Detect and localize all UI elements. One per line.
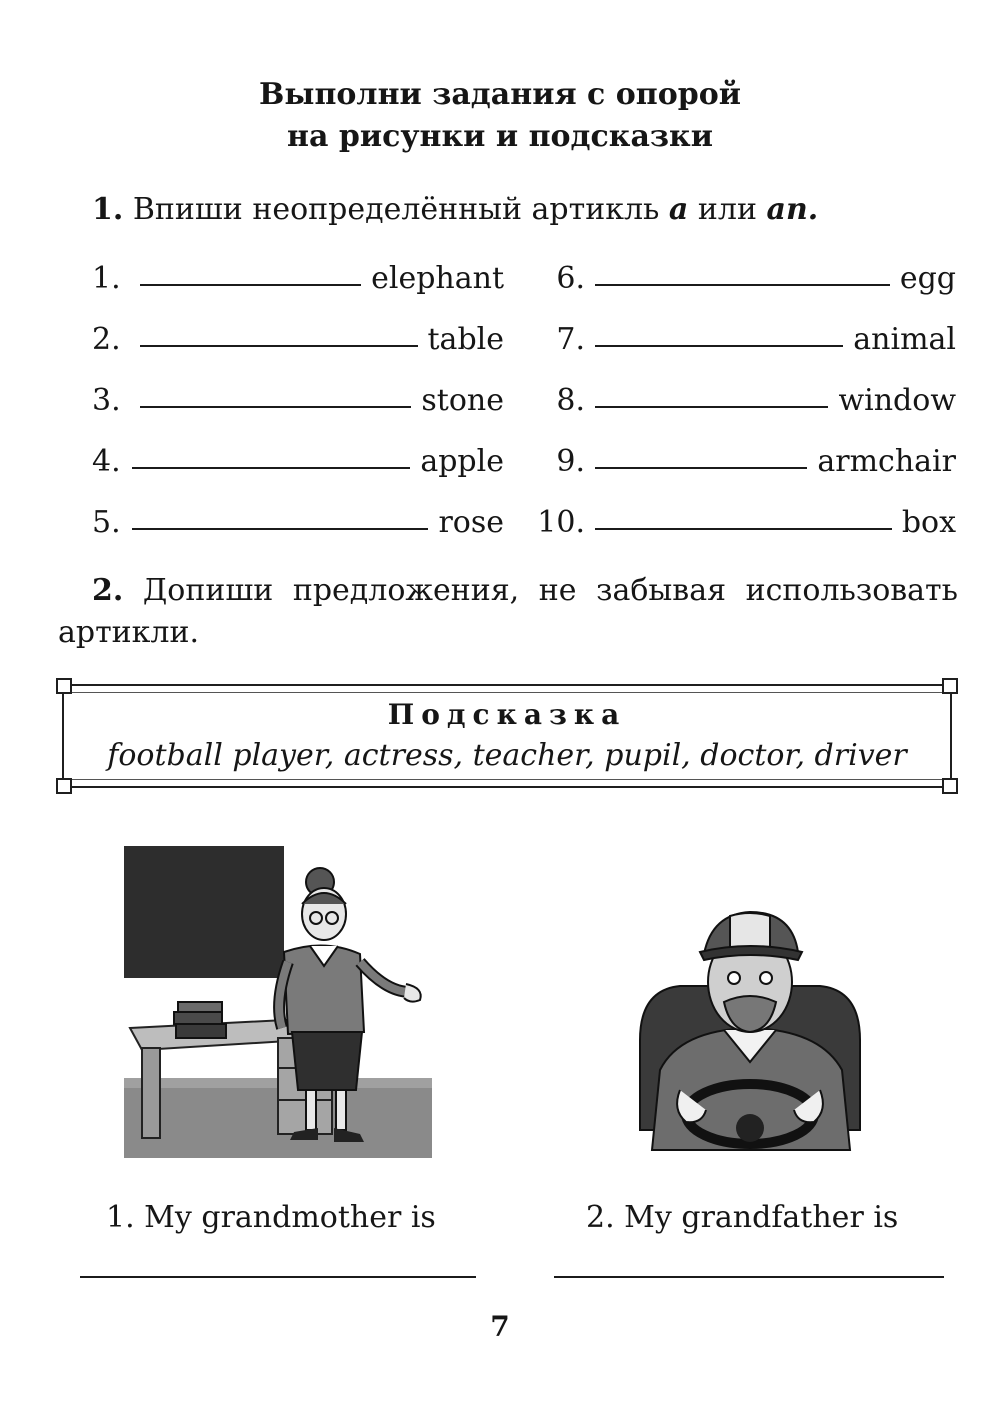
item-number: 7. [556, 322, 585, 357]
item-number: 9. [556, 444, 585, 479]
answer-line-1[interactable] [80, 1276, 476, 1278]
task1-item [533, 370, 956, 431]
task2-instruction [58, 570, 958, 654]
frame-corner-icon [56, 778, 72, 794]
heading-line-2: на рисунки и подсказки [287, 119, 713, 154]
task1-instruction [92, 192, 818, 227]
heading-line-1: Выполни задания с опорой [259, 77, 741, 112]
answer-line-2[interactable] [554, 1276, 944, 1278]
hint-title: Подсказка [387, 698, 627, 731]
answer-blank[interactable] [595, 406, 828, 408]
item-word: apple [420, 444, 504, 479]
item-word: stone [421, 383, 504, 418]
item-number: 1. [92, 261, 121, 296]
task1-right-column [533, 248, 956, 553]
chalkboard [124, 846, 284, 978]
task1-item [92, 370, 504, 431]
driver-illustration [620, 890, 882, 1160]
task2-line-1 [58, 570, 958, 612]
task1-number: 1. [92, 192, 124, 227]
hint-box [62, 684, 952, 788]
frame-corner-icon [56, 678, 72, 694]
item-word: egg [899, 261, 956, 296]
frame-corner-icon [942, 678, 958, 694]
task1-item [92, 492, 504, 553]
teacher-illustration [124, 842, 432, 1158]
item-word: rose [438, 505, 504, 540]
article-a: a [668, 192, 689, 227]
task1-text: Впиши неопределённый артикль [132, 192, 660, 227]
item-word: window [838, 383, 956, 418]
item-number: 3. [92, 383, 121, 418]
item-word: animal [853, 322, 956, 357]
item-number: 4. [92, 444, 121, 479]
answer-blank[interactable] [595, 284, 890, 286]
item-number: 6. [556, 261, 585, 296]
item-word: table [427, 322, 504, 357]
sentence-1: 1. My grandmother is [106, 1200, 436, 1235]
task1-item [533, 492, 956, 553]
or-word: или [697, 192, 757, 227]
hint-words: football player, actress, teacher, pupil, doctor, driver [107, 738, 907, 773]
task1-item [92, 309, 504, 370]
item-number: 10. [537, 505, 585, 540]
task2-text-1: Допиши предложения, не забывая использовать [142, 573, 958, 608]
frame-corner-icon [942, 778, 958, 794]
answer-blank[interactable] [595, 467, 807, 469]
task1-item [92, 431, 504, 492]
answer-blank[interactable] [132, 467, 410, 469]
page-heading [0, 74, 1000, 158]
article-an: an [766, 192, 808, 227]
page-number: 7 [490, 1310, 510, 1343]
task2-text-2: артикли. [58, 615, 200, 650]
sentence-2: 2. My grandfather is [586, 1200, 899, 1235]
answer-blank[interactable] [595, 528, 892, 530]
task1-left-column [92, 248, 504, 553]
task2-number: 2. [92, 573, 124, 608]
answer-blank[interactable] [132, 528, 428, 530]
item-number: 8. [556, 383, 585, 418]
answer-blank[interactable] [140, 284, 361, 286]
task1-item [533, 248, 956, 309]
task1-period: . [807, 192, 819, 227]
task1-item [533, 431, 956, 492]
item-number: 5. [92, 505, 121, 540]
item-word: armchair [817, 444, 956, 479]
answer-blank[interactable] [140, 345, 418, 347]
task1-item [92, 248, 504, 309]
item-number: 2. [92, 322, 121, 357]
item-word: elephant [371, 261, 504, 296]
item-word: box [901, 505, 956, 540]
answer-blank[interactable] [140, 406, 411, 408]
answer-blank[interactable] [595, 345, 843, 347]
task1-item [533, 309, 956, 370]
